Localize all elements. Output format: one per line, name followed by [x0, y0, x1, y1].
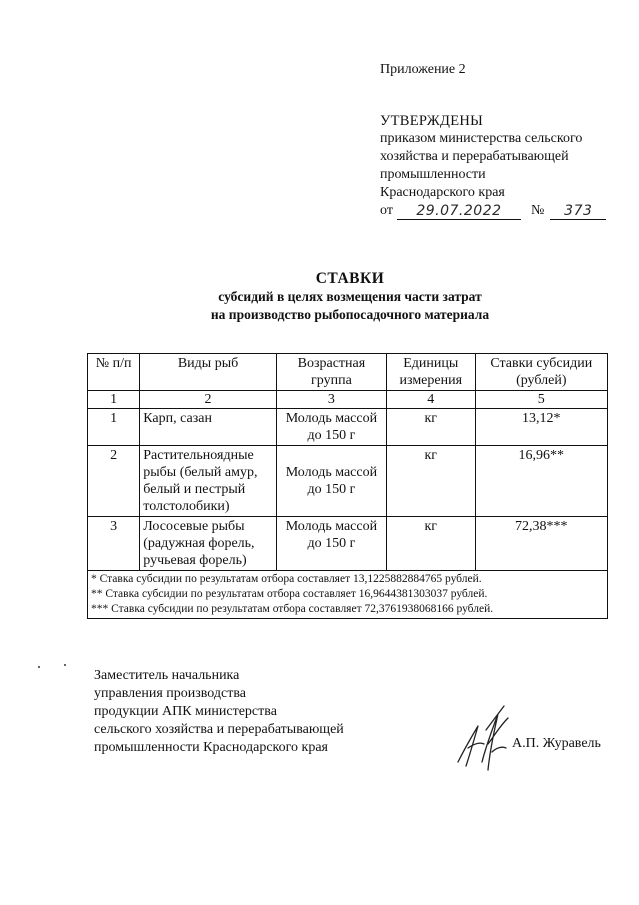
- title-sub-1: субсидий в целях возмещения части затрат: [218, 289, 482, 304]
- signer-name: А.П. Журавель: [512, 736, 601, 751]
- column-number: 1: [88, 391, 140, 409]
- approved-title: УТВЕРЖДЕНЫ: [380, 113, 484, 129]
- header-age-group: Возрастная группа: [276, 354, 386, 391]
- from-label: от: [380, 203, 393, 218]
- signer-position: продукции АПК министерства: [94, 704, 277, 719]
- row-number: 3: [88, 517, 140, 571]
- species-cell: Лососевые рыбы (радужная форель, ручьевая форель): [140, 517, 277, 571]
- notes-cell: [88, 571, 608, 619]
- table-header-row: [88, 354, 608, 391]
- signer-position: промышленности Краснодарского края: [94, 740, 328, 755]
- header-number: № п/п: [88, 354, 140, 391]
- column-number: 3: [276, 391, 386, 409]
- number-label: №: [530, 203, 545, 218]
- title-sub-2: на производство рыбопосадочного материала: [210, 307, 490, 322]
- rate-cell: 16,96**: [475, 446, 607, 517]
- column-number: 4: [387, 391, 476, 409]
- age-group-cell: Молодь массой до 150 г: [276, 409, 386, 446]
- rate-cell: 72,38***: [475, 517, 607, 571]
- approval-block: [380, 112, 630, 220]
- rates-table: [87, 353, 608, 619]
- unit-cell: кг: [387, 446, 476, 517]
- footnote: * Ставка субсидии по результатам отбора составляет 13,1225882884765 рублей.: [91, 573, 482, 585]
- species-cell: Карп, сазан: [140, 409, 277, 446]
- table-row: [88, 409, 608, 446]
- order-number: 373: [550, 203, 606, 220]
- handwritten-signature: [452, 700, 512, 778]
- appendix-label: Приложение 2: [380, 62, 466, 77]
- unit-cell: кг: [387, 517, 476, 571]
- age-group-cell: Молодь массой до 150 г: [276, 446, 386, 517]
- header-species: Виды рыб: [140, 354, 277, 391]
- header-unit: Единицы измерения: [387, 354, 476, 391]
- header-rate: Ставки субсидии (рублей): [475, 354, 607, 391]
- row-number: 1: [88, 409, 140, 446]
- approved-line: промышленности: [380, 167, 486, 182]
- signer-block: [94, 667, 344, 757]
- signer-position: управления производства: [94, 686, 246, 701]
- approved-line: Краснодарского края: [380, 185, 505, 200]
- table-row: [88, 517, 608, 571]
- signer-position: Заместитель начальника: [94, 668, 240, 683]
- scan-speck: [38, 666, 40, 668]
- age-group-cell: Молодь массой до 150 г: [276, 517, 386, 571]
- approved-line: хозяйства и перерабатывающей: [380, 149, 569, 164]
- scan-speck: [64, 664, 66, 666]
- document-title: [140, 270, 560, 324]
- rate-cell: 13,12*: [475, 409, 607, 446]
- column-number: 5: [475, 391, 607, 409]
- unit-cell: кг: [387, 409, 476, 446]
- order-date: 29.07.2022: [397, 203, 521, 220]
- row-number: 2: [88, 446, 140, 517]
- approved-line: приказом министерства сельского: [380, 131, 583, 146]
- column-number: 2: [140, 391, 277, 409]
- species-cell: Растительноядные рыбы (белый амур, белый и пестрый толстолобики): [140, 446, 277, 517]
- notes-row: [88, 571, 608, 619]
- footnote: ** Ставка субсидии по результатам отбора составляет 16,9644381303037 рублей.: [91, 588, 488, 600]
- order-reference: [380, 202, 630, 220]
- signer-position: сельского хозяйства и перерабатывающей: [94, 722, 344, 737]
- table-row: [88, 446, 608, 517]
- title-main: СТАВКИ: [315, 270, 385, 287]
- column-number-row: [88, 391, 608, 409]
- footnote: *** Ставка субсидии по результатам отбора составляет 72,3761938068166 рублей.: [91, 603, 494, 615]
